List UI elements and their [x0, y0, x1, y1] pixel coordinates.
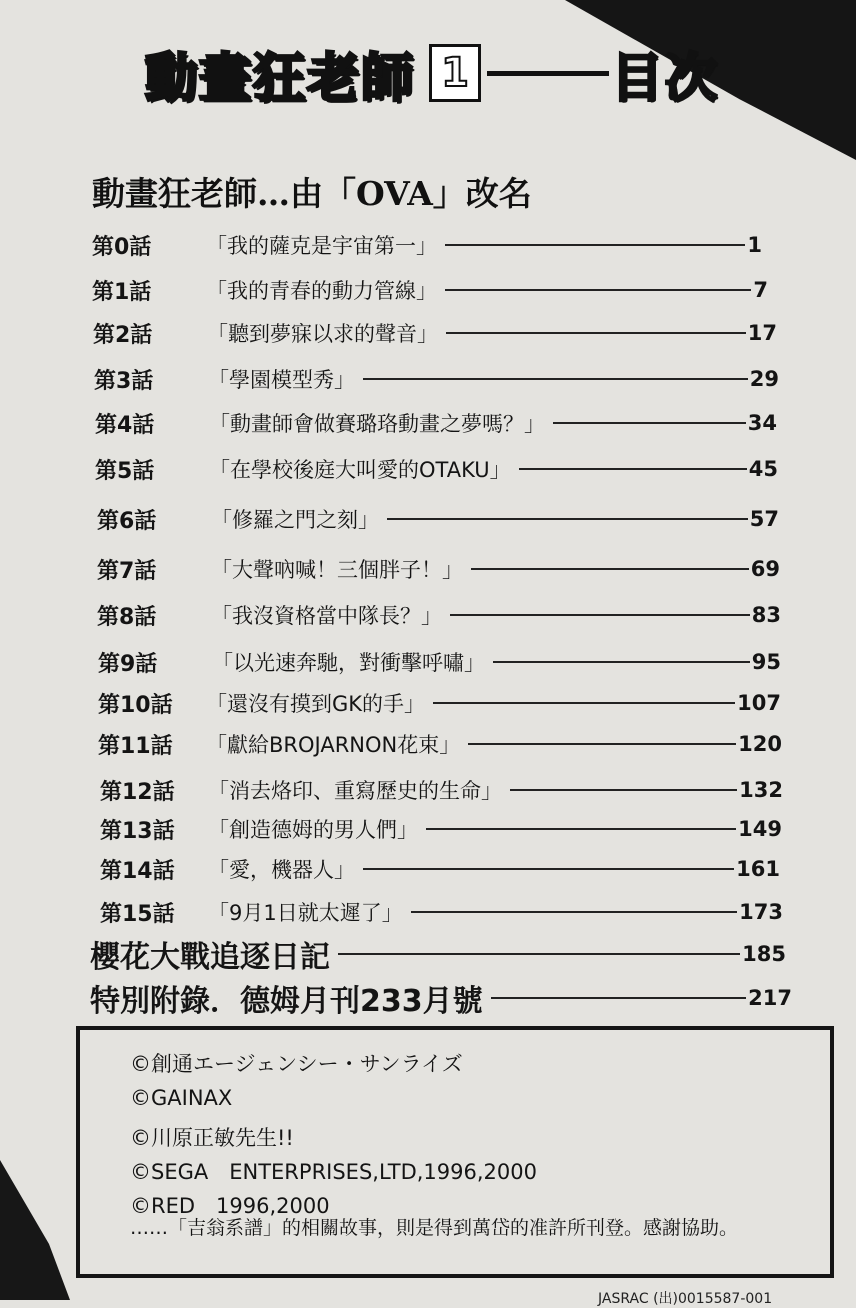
- episode-number: 第10話: [98, 692, 173, 718]
- page-number: 149: [738, 817, 782, 841]
- toc-entry[interactable]: [92, 273, 768, 307]
- leader-line: [363, 868, 734, 870]
- episode-title: 「創造德姆的男人們」: [208, 818, 418, 842]
- episode-title: 「獻給BROJARNON花束」: [206, 733, 461, 757]
- page-number: 95: [751, 650, 781, 674]
- toc-entry[interactable]: [100, 895, 783, 929]
- special-title: 櫻花大戰追逐日記: [90, 940, 330, 975]
- page-number: 185: [742, 942, 786, 966]
- episode-number: 第9話: [98, 651, 158, 677]
- episode-number: 第5話: [95, 458, 155, 484]
- leader-line: [433, 702, 735, 704]
- page-number: 83: [751, 603, 781, 627]
- leader-line: [493, 661, 750, 663]
- copyright-box: [76, 1026, 834, 1278]
- credit-note: ……「吉翁系譜」的相關故事，則是得到萬岱的准許所刊登。感謝協助。: [130, 1217, 739, 1239]
- leader-line: [491, 997, 747, 999]
- toc-entry[interactable]: [94, 362, 779, 396]
- leader-line: [387, 518, 748, 520]
- page-number: 57: [749, 507, 779, 531]
- credit-line: ©創通エージェンシー・サンライズ: [130, 1052, 463, 1076]
- header-divider: [487, 71, 609, 76]
- page-number: 7: [753, 278, 768, 302]
- episode-title: 「以光速奔馳，對衝擊呼嘯」: [212, 651, 485, 675]
- episode-number: 第14話: [100, 858, 175, 884]
- episode-title: 「大聲吶喊！三個胖子！」: [211, 558, 463, 582]
- page-number: 34: [747, 411, 777, 435]
- episode-title: 「愛，機器人」: [208, 858, 355, 882]
- credit-line: ©GAINAX: [130, 1086, 233, 1110]
- episode-number: 第2話: [93, 322, 153, 348]
- leader-line: [445, 244, 745, 246]
- page-number: 173: [739, 900, 783, 924]
- page-number: 217: [748, 986, 792, 1010]
- episode-title: 「動畫師會做賽璐珞動畫之夢嗎？」: [209, 412, 545, 436]
- leader-line: [445, 289, 751, 291]
- episode-number: 第6話: [97, 508, 157, 534]
- page-number: 45: [748, 457, 778, 481]
- leader-line: [510, 789, 737, 791]
- page-number: 17: [747, 321, 777, 345]
- page-number: 1: [747, 233, 762, 257]
- toc-entry[interactable]: [97, 502, 779, 536]
- volume-number: 1: [429, 44, 481, 102]
- credit-line: ©SEGA ENTERPRISES,LTD,1996,2000: [130, 1160, 537, 1184]
- corner-decoration-bottom-left: [0, 1160, 70, 1300]
- page-number: 161: [736, 857, 780, 881]
- episode-title: 「還沒有摸到GK的手」: [206, 692, 426, 716]
- episode-title: 「我的薩克是宇宙第一」: [206, 234, 437, 258]
- episode-number: 第1話: [92, 279, 152, 305]
- episode-title: 「在學校後庭大叫愛的OTAKU」: [209, 458, 511, 482]
- page-number: 120: [738, 732, 782, 756]
- leader-line: [411, 911, 737, 913]
- leader-line: [471, 568, 749, 570]
- rename-note: 動畫狂老師…由「OVA」改名: [92, 174, 532, 213]
- toc-entry[interactable]: [98, 645, 781, 679]
- leader-line: [519, 468, 747, 470]
- toc-entry[interactable]: [100, 773, 783, 807]
- special-title: 特別附錄．德姆月刊233月號: [90, 984, 483, 1019]
- episode-title: 「聽到夢寐以求的聲音」: [207, 322, 438, 346]
- episode-title: 「修羅之門之刻」: [211, 508, 379, 532]
- leader-line: [426, 828, 736, 830]
- toc-entry[interactable]: [97, 552, 780, 586]
- page-number: 69: [750, 557, 780, 581]
- episode-number: 第8話: [97, 604, 157, 630]
- toc-entry[interactable]: [97, 598, 781, 632]
- leader-line: [363, 378, 748, 380]
- episode-number: 第11話: [98, 733, 173, 759]
- episode-title: 「我的青春的動力管線」: [206, 279, 437, 303]
- leader-line: [450, 614, 750, 616]
- toc-entry[interactable]: [98, 727, 782, 761]
- toc-label: 目次: [611, 48, 720, 109]
- episode-title: 「我沒資格當中隊長？」: [211, 604, 442, 628]
- episode-number: 第4話: [95, 412, 155, 438]
- episode-number: 第15話: [100, 901, 175, 927]
- episode-number: 第13話: [100, 818, 175, 844]
- toc-entry[interactable]: [98, 686, 781, 720]
- toc-entry[interactable]: [100, 812, 782, 846]
- toc-special-entry[interactable]: [90, 978, 792, 1018]
- toc-entry[interactable]: [95, 406, 777, 440]
- leader-line: [446, 332, 746, 334]
- episode-title: 「學園模型秀」: [208, 368, 355, 392]
- episode-number: 第0話: [92, 234, 152, 260]
- credit-line: ©川原正敏先生!!: [130, 1126, 294, 1150]
- episode-number: 第12話: [100, 779, 175, 805]
- toc-special-entry[interactable]: [90, 934, 786, 974]
- credit-line: ©RED 1996,2000: [130, 1194, 330, 1218]
- page-number: 29: [749, 367, 779, 391]
- page-number: 107: [737, 691, 781, 715]
- book-title: 動畫狂老師: [145, 48, 416, 109]
- toc-entry[interactable]: [95, 452, 778, 486]
- leader-line: [468, 743, 736, 745]
- leader-line: [553, 422, 746, 424]
- toc-entry[interactable]: [92, 228, 762, 262]
- episode-title: 「9月1日就太遲了」: [208, 901, 403, 925]
- episode-number: 第3話: [94, 368, 154, 394]
- leader-line: [338, 953, 740, 955]
- episode-number: 第7話: [97, 558, 157, 584]
- jasrac-code: JASRAC (出)0015587-001: [598, 1291, 773, 1307]
- toc-entry[interactable]: [93, 316, 777, 350]
- page-header: [145, 38, 785, 108]
- page-number: 132: [739, 778, 783, 802]
- episode-title: 「消去烙印、重寫歷史的生命」: [208, 779, 502, 803]
- toc-entry[interactable]: [100, 852, 780, 886]
